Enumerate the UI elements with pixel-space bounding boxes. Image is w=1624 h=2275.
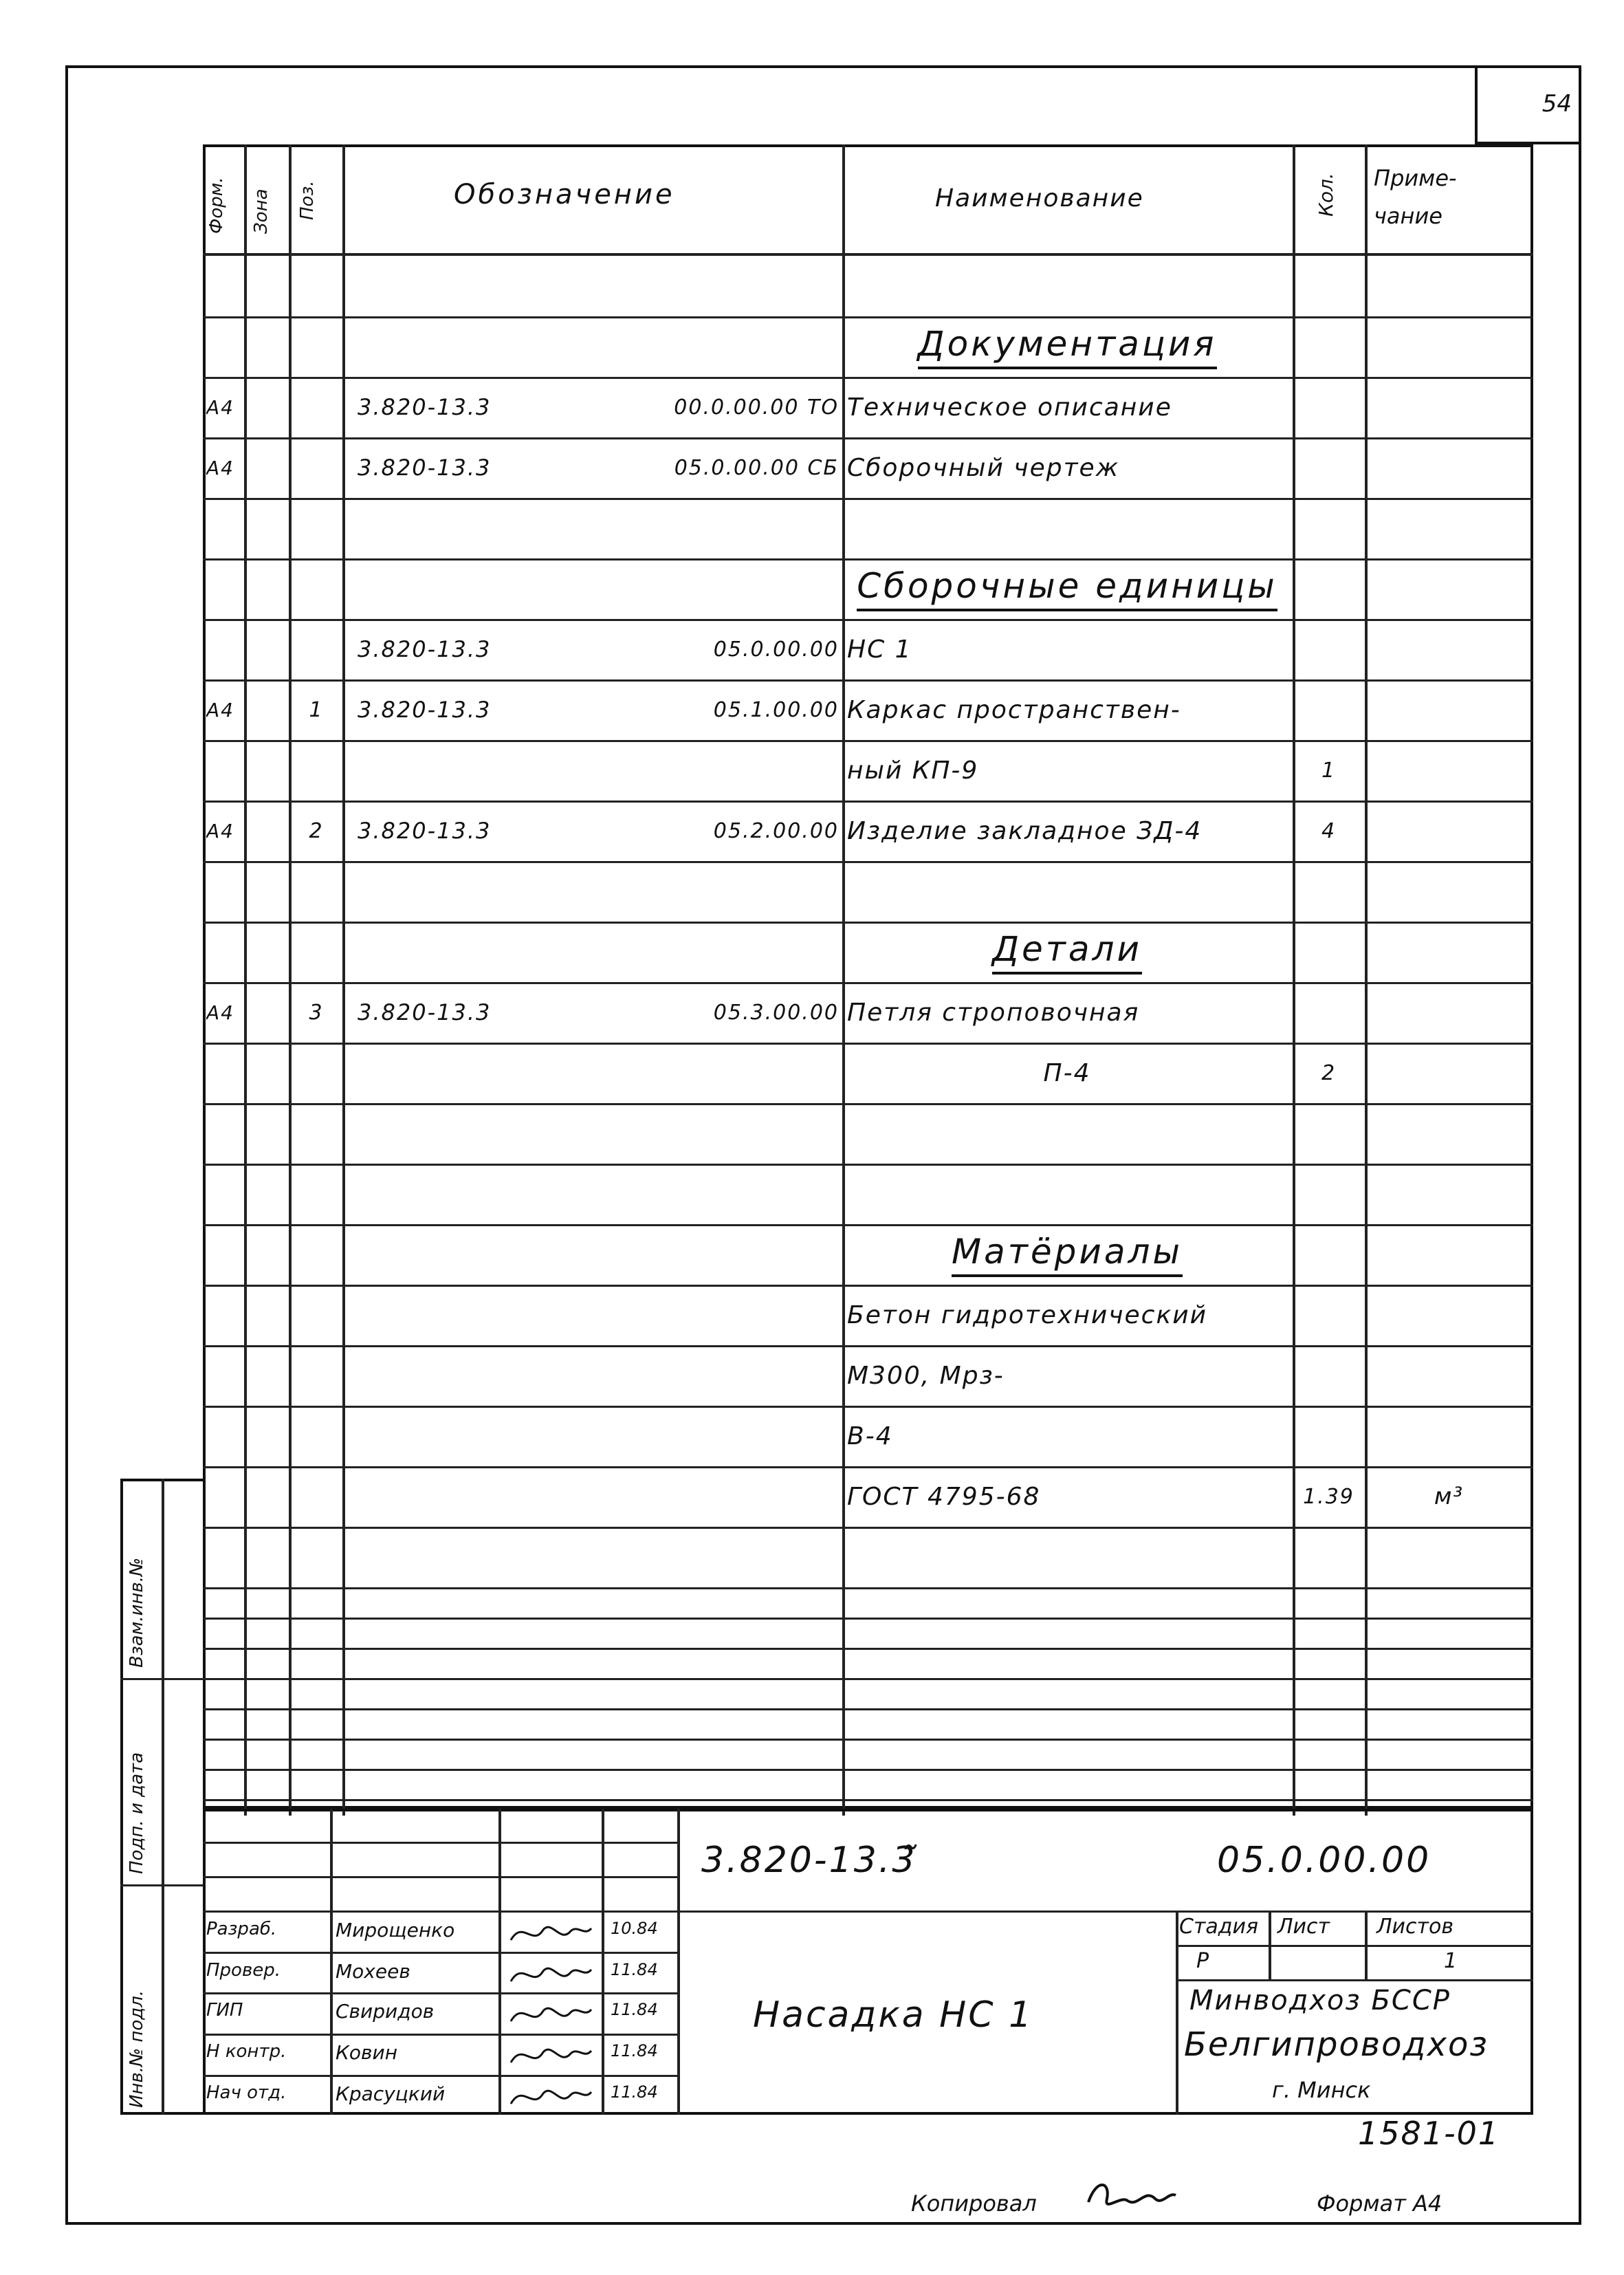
row-form: А4	[206, 1001, 234, 1024]
row-qty	[1296, 982, 1361, 1043]
table-row	[0, 256, 1624, 316]
row-note	[1368, 498, 1530, 558]
table-row	[0, 1285, 1624, 1345]
row-note	[1368, 619, 1530, 679]
title-line	[203, 1992, 677, 1994]
title-line	[1176, 1979, 1533, 1981]
row-note	[1368, 316, 1530, 377]
row-name: Каркас пространствен-	[847, 695, 1181, 724]
side-strip-line	[162, 1479, 164, 2115]
header-name: Наименование	[935, 184, 1144, 213]
row-designation-a	[358, 1345, 564, 1406]
row-designation-a	[358, 1285, 564, 1345]
row-qty	[1296, 1285, 1361, 1345]
org-ministry: Минводхоз БССР	[1189, 1985, 1451, 2016]
person-role: ГИП	[206, 2000, 243, 2021]
row-pos	[292, 861, 340, 922]
row-designation-a	[358, 498, 564, 558]
row-qty	[1296, 1103, 1361, 1164]
row-qty	[1296, 861, 1361, 922]
row-designation-b	[605, 1224, 839, 1285]
row-note	[1368, 861, 1530, 922]
row-qty: 1.39	[1303, 1484, 1354, 1509]
person-name: Свиридов	[336, 2000, 435, 2023]
row-note	[1368, 801, 1530, 861]
person-name: Ковин	[336, 2041, 398, 2064]
row-designation-a: 3.820-13.3	[358, 999, 492, 1025]
row-name: ный КП-9	[847, 756, 979, 785]
row-pos	[292, 498, 340, 558]
section-heading: Документация	[918, 324, 1217, 369]
row-form	[206, 1345, 244, 1406]
row-designation-b	[605, 740, 839, 801]
row-form	[206, 922, 244, 982]
title-line	[498, 1809, 501, 2115]
row-designation-b	[605, 1466, 839, 1527]
table-row	[0, 679, 1624, 740]
title-line	[203, 1911, 1533, 1913]
row-form	[206, 619, 244, 679]
row-qty	[1296, 316, 1361, 377]
table-row	[0, 922, 1624, 982]
row-line	[203, 1618, 1533, 1620]
row-note	[1368, 377, 1530, 437]
table-row	[0, 498, 1624, 558]
row-note	[1368, 1043, 1530, 1103]
row-qty	[1296, 922, 1361, 982]
page-number-box	[1475, 65, 1581, 144]
row-line	[203, 1678, 1533, 1680]
sheets-value: 1	[1444, 1949, 1458, 1973]
row-form	[206, 1406, 244, 1466]
person-role: Нач отд.	[206, 2082, 287, 2103]
row-pos: 3	[309, 1000, 324, 1025]
row-designation-b: 05.0.00.00 СБ	[674, 455, 839, 480]
sheet-label: Лист	[1277, 1915, 1330, 1939]
row-name	[847, 1224, 1287, 1285]
header-note-2: чание	[1374, 203, 1442, 229]
person-date: 11.84	[611, 2082, 658, 2102]
row-form: А4	[206, 456, 234, 479]
row-form	[206, 1285, 244, 1345]
row-form	[206, 558, 244, 619]
row-pos	[292, 437, 340, 498]
row-name: В-4	[847, 1422, 893, 1450]
row-qty	[1296, 619, 1361, 679]
row-form	[206, 1043, 244, 1103]
header-zone: Зона	[251, 188, 272, 234]
row-form	[206, 740, 244, 801]
row-qty	[1296, 1345, 1361, 1406]
row-note	[1368, 1103, 1530, 1164]
row-designation-a	[358, 1406, 564, 1466]
row-note: м³	[1434, 1483, 1464, 1510]
row-designation-b: 05.3.00.00	[713, 1000, 839, 1025]
side-strip-line	[120, 1678, 203, 1680]
row-designation-a	[358, 740, 564, 801]
row-pos	[292, 922, 340, 982]
person-date: 10.84	[611, 1919, 658, 1938]
row-note	[1368, 1224, 1530, 1285]
row-name: Бетон гидротехнический	[847, 1300, 1208, 1329]
row-pos	[292, 1285, 340, 1345]
table-row	[0, 316, 1624, 377]
row-designation-a	[358, 256, 564, 316]
header-designation: Обозначение	[454, 179, 675, 210]
row-pos: 2	[309, 818, 324, 843]
row-designation-a: 3.820-13.3	[358, 394, 492, 420]
title-line	[203, 1842, 677, 1844]
row-designation-a: 3.820-13.3	[358, 697, 492, 723]
org-city: г. Минск	[1272, 2077, 1371, 2103]
row-designation-a	[358, 1466, 564, 1527]
table-row	[0, 1466, 1624, 1527]
row-designation-b	[605, 558, 839, 619]
row-name	[847, 558, 1287, 619]
row-form	[206, 1164, 244, 1224]
row-pos	[292, 1466, 340, 1527]
row-designation-b: 05.2.00.00	[713, 818, 839, 843]
row-designation-b	[605, 1103, 839, 1164]
section-heading: Детали	[992, 929, 1142, 975]
row-designation-a	[358, 1043, 564, 1103]
table-row	[0, 1224, 1624, 1285]
row-designation-b	[605, 1345, 839, 1406]
row-name	[847, 316, 1287, 377]
doc-title: Насадка НС 1	[753, 1994, 1034, 2036]
row-form	[206, 861, 244, 922]
row-note	[1368, 1285, 1530, 1345]
table-row	[0, 740, 1624, 801]
format-label: Формат А4	[1317, 2190, 1442, 2217]
row-qty	[1296, 1406, 1361, 1466]
header-form: Форм.	[206, 177, 227, 234]
title-line	[1176, 1945, 1533, 1947]
row-qty	[1296, 377, 1361, 437]
signature-mark	[505, 2038, 595, 2073]
row-name	[847, 256, 1287, 316]
row-name: Изделие закладное ЗД-4	[847, 816, 1203, 845]
row-note	[1368, 1406, 1530, 1466]
row-qty	[1296, 679, 1361, 740]
row-pos	[292, 619, 340, 679]
row-line	[203, 1739, 1533, 1741]
row-name: П-4	[1043, 1058, 1091, 1087]
header-note-1: Приме-	[1374, 165, 1457, 191]
section-heading: Сборочные единицы	[857, 566, 1277, 611]
title-line	[203, 2075, 677, 2077]
signature-mark	[505, 1916, 595, 1950]
row-pos	[292, 1345, 340, 1406]
title-line	[602, 1809, 604, 2115]
person-role: Разраб.	[206, 1919, 277, 1939]
copied-signature	[1083, 2175, 1179, 2219]
row-designation-b	[605, 498, 839, 558]
table-row	[0, 861, 1624, 922]
signature-mark	[505, 1997, 595, 2032]
row-name	[847, 1164, 1287, 1224]
title-line	[203, 1876, 677, 1878]
row-note	[1368, 256, 1530, 316]
person-date: 11.84	[611, 1960, 658, 1979]
row-note	[1368, 740, 1530, 801]
row-designation-a	[358, 861, 564, 922]
table-row	[0, 619, 1624, 679]
row-qty: 4	[1321, 818, 1337, 843]
row-name: Сборочный чертеж	[847, 453, 1120, 482]
row-designation-b: 05.1.00.00	[713, 697, 839, 722]
row-designation-b	[605, 316, 839, 377]
row-designation-a	[358, 1164, 564, 1224]
title-line	[330, 1809, 333, 2115]
table-row	[0, 558, 1624, 619]
title-line	[677, 1809, 680, 2115]
row-note	[1368, 1164, 1530, 1224]
signature-mark	[505, 2080, 595, 2114]
section-heading: Матëриалы	[952, 1232, 1183, 1277]
row-designation-b: 00.0.00.00 ТО	[674, 395, 839, 420]
table-row	[0, 1164, 1624, 1224]
title-line	[203, 1952, 677, 1954]
row-pos	[292, 316, 340, 377]
row-form	[206, 1224, 244, 1285]
person-name: Красуцкий	[336, 2082, 446, 2105]
row-pos	[292, 558, 340, 619]
row-pos	[292, 256, 340, 316]
table-row	[0, 437, 1624, 498]
row-qty: 1	[1321, 758, 1337, 783]
row-form	[206, 1103, 244, 1164]
row-line	[203, 1527, 1533, 1529]
row-line	[203, 1587, 1533, 1589]
copied-label: Копировал	[911, 2190, 1037, 2217]
row-form: А4	[206, 698, 234, 721]
row-name: М300, Мрз-	[847, 1361, 1005, 1390]
row-designation-b	[605, 1043, 839, 1103]
row-form	[206, 316, 244, 377]
row-name	[847, 861, 1287, 922]
row-designation-a	[358, 1103, 564, 1164]
row-pos	[292, 1164, 340, 1224]
row-note	[1368, 437, 1530, 498]
doc-number: 1581-01	[1358, 2115, 1500, 2152]
row-qty	[1296, 558, 1361, 619]
table-row	[0, 1043, 1624, 1103]
side-label-inv: Инв.№ подл.	[127, 1990, 147, 2108]
row-qty	[1296, 256, 1361, 316]
person-date: 11.84	[611, 2000, 658, 2019]
row-note	[1368, 982, 1530, 1043]
title-line	[1176, 1911, 1178, 2115]
row-designation-a	[358, 558, 564, 619]
person-name: Мохеев	[336, 1960, 410, 1983]
row-designation-b	[605, 256, 839, 316]
row-designation-a: 3.820-13.3	[358, 636, 492, 662]
side-label-vzam: Взам.инв.№	[127, 1558, 147, 1668]
table-row	[0, 377, 1624, 437]
row-designation-b	[605, 922, 839, 982]
row-name	[847, 1103, 1287, 1164]
row-line	[203, 1648, 1533, 1650]
row-name: НС 1	[847, 635, 912, 664]
header-qty: Кол.	[1315, 173, 1337, 217]
row-name	[847, 498, 1287, 558]
header-pos: Поз.	[297, 180, 318, 220]
row-qty: 2	[1321, 1060, 1337, 1085]
row-form: А4	[206, 395, 234, 419]
row-note	[1368, 679, 1530, 740]
row-designation-b	[605, 1406, 839, 1466]
org-institute: Белгипроводхоз	[1184, 2025, 1489, 2064]
row-note	[1368, 922, 1530, 982]
row-pos	[292, 1224, 340, 1285]
row-form	[206, 498, 244, 558]
person-role: Н контр.	[206, 2041, 287, 2062]
row-line	[203, 1769, 1533, 1771]
row-designation-b: 05.0.00.00	[713, 637, 839, 662]
doc-code: 3.820-13.3̃	[701, 1840, 917, 1881]
title-line	[203, 2034, 677, 2036]
row-qty	[1296, 498, 1361, 558]
person-date: 11.84	[611, 2041, 658, 2060]
page-number: 54	[1541, 90, 1572, 118]
row-qty	[1296, 437, 1361, 498]
row-line	[203, 1799, 1533, 1801]
row-designation-b	[605, 861, 839, 922]
row-name: Техническое описание	[847, 393, 1172, 422]
row-qty	[1296, 1224, 1361, 1285]
side-label-podp: Подп. и дата	[127, 1752, 147, 1874]
table-row	[0, 1103, 1624, 1164]
row-pos	[292, 740, 340, 801]
row-designation-b	[605, 1285, 839, 1345]
row-designation-a: 3.820-13.3	[358, 818, 492, 844]
row-pos: 1	[309, 697, 324, 722]
row-name: ГОСТ 4795-68	[847, 1482, 1041, 1511]
doc-code-suffix: 05.0.00.00	[1217, 1840, 1431, 1881]
row-pos	[292, 1406, 340, 1466]
row-pos	[292, 1103, 340, 1164]
row-designation-a	[358, 316, 564, 377]
signature-mark	[505, 1957, 595, 1992]
person-name: Мирощенко	[336, 1919, 455, 1941]
row-line	[203, 1708, 1533, 1710]
person-role: Провер.	[206, 1960, 281, 1981]
row-qty	[1296, 1164, 1361, 1224]
table-row	[0, 982, 1624, 1043]
row-note	[1368, 558, 1530, 619]
table-row	[0, 801, 1624, 861]
row-form	[206, 256, 244, 316]
row-pos	[292, 1043, 340, 1103]
row-form: А4	[206, 819, 234, 842]
row-designation-a	[358, 1224, 564, 1285]
row-designation-b	[605, 1164, 839, 1224]
row-form	[206, 1466, 244, 1527]
stage-value: Р	[1196, 1949, 1209, 1973]
table-row	[0, 1406, 1624, 1466]
sheets-label: Листов	[1376, 1915, 1454, 1939]
row-note	[1368, 1345, 1530, 1406]
row-designation-a	[358, 922, 564, 982]
stage-label: Стадия	[1179, 1915, 1259, 1939]
row-name: Петля строповочная	[847, 998, 1140, 1027]
row-pos	[292, 377, 340, 437]
side-strip-line	[120, 1884, 203, 1886]
row-designation-a: 3.820-13.3	[358, 455, 492, 481]
row-name	[847, 922, 1287, 982]
table-row	[0, 1345, 1624, 1406]
